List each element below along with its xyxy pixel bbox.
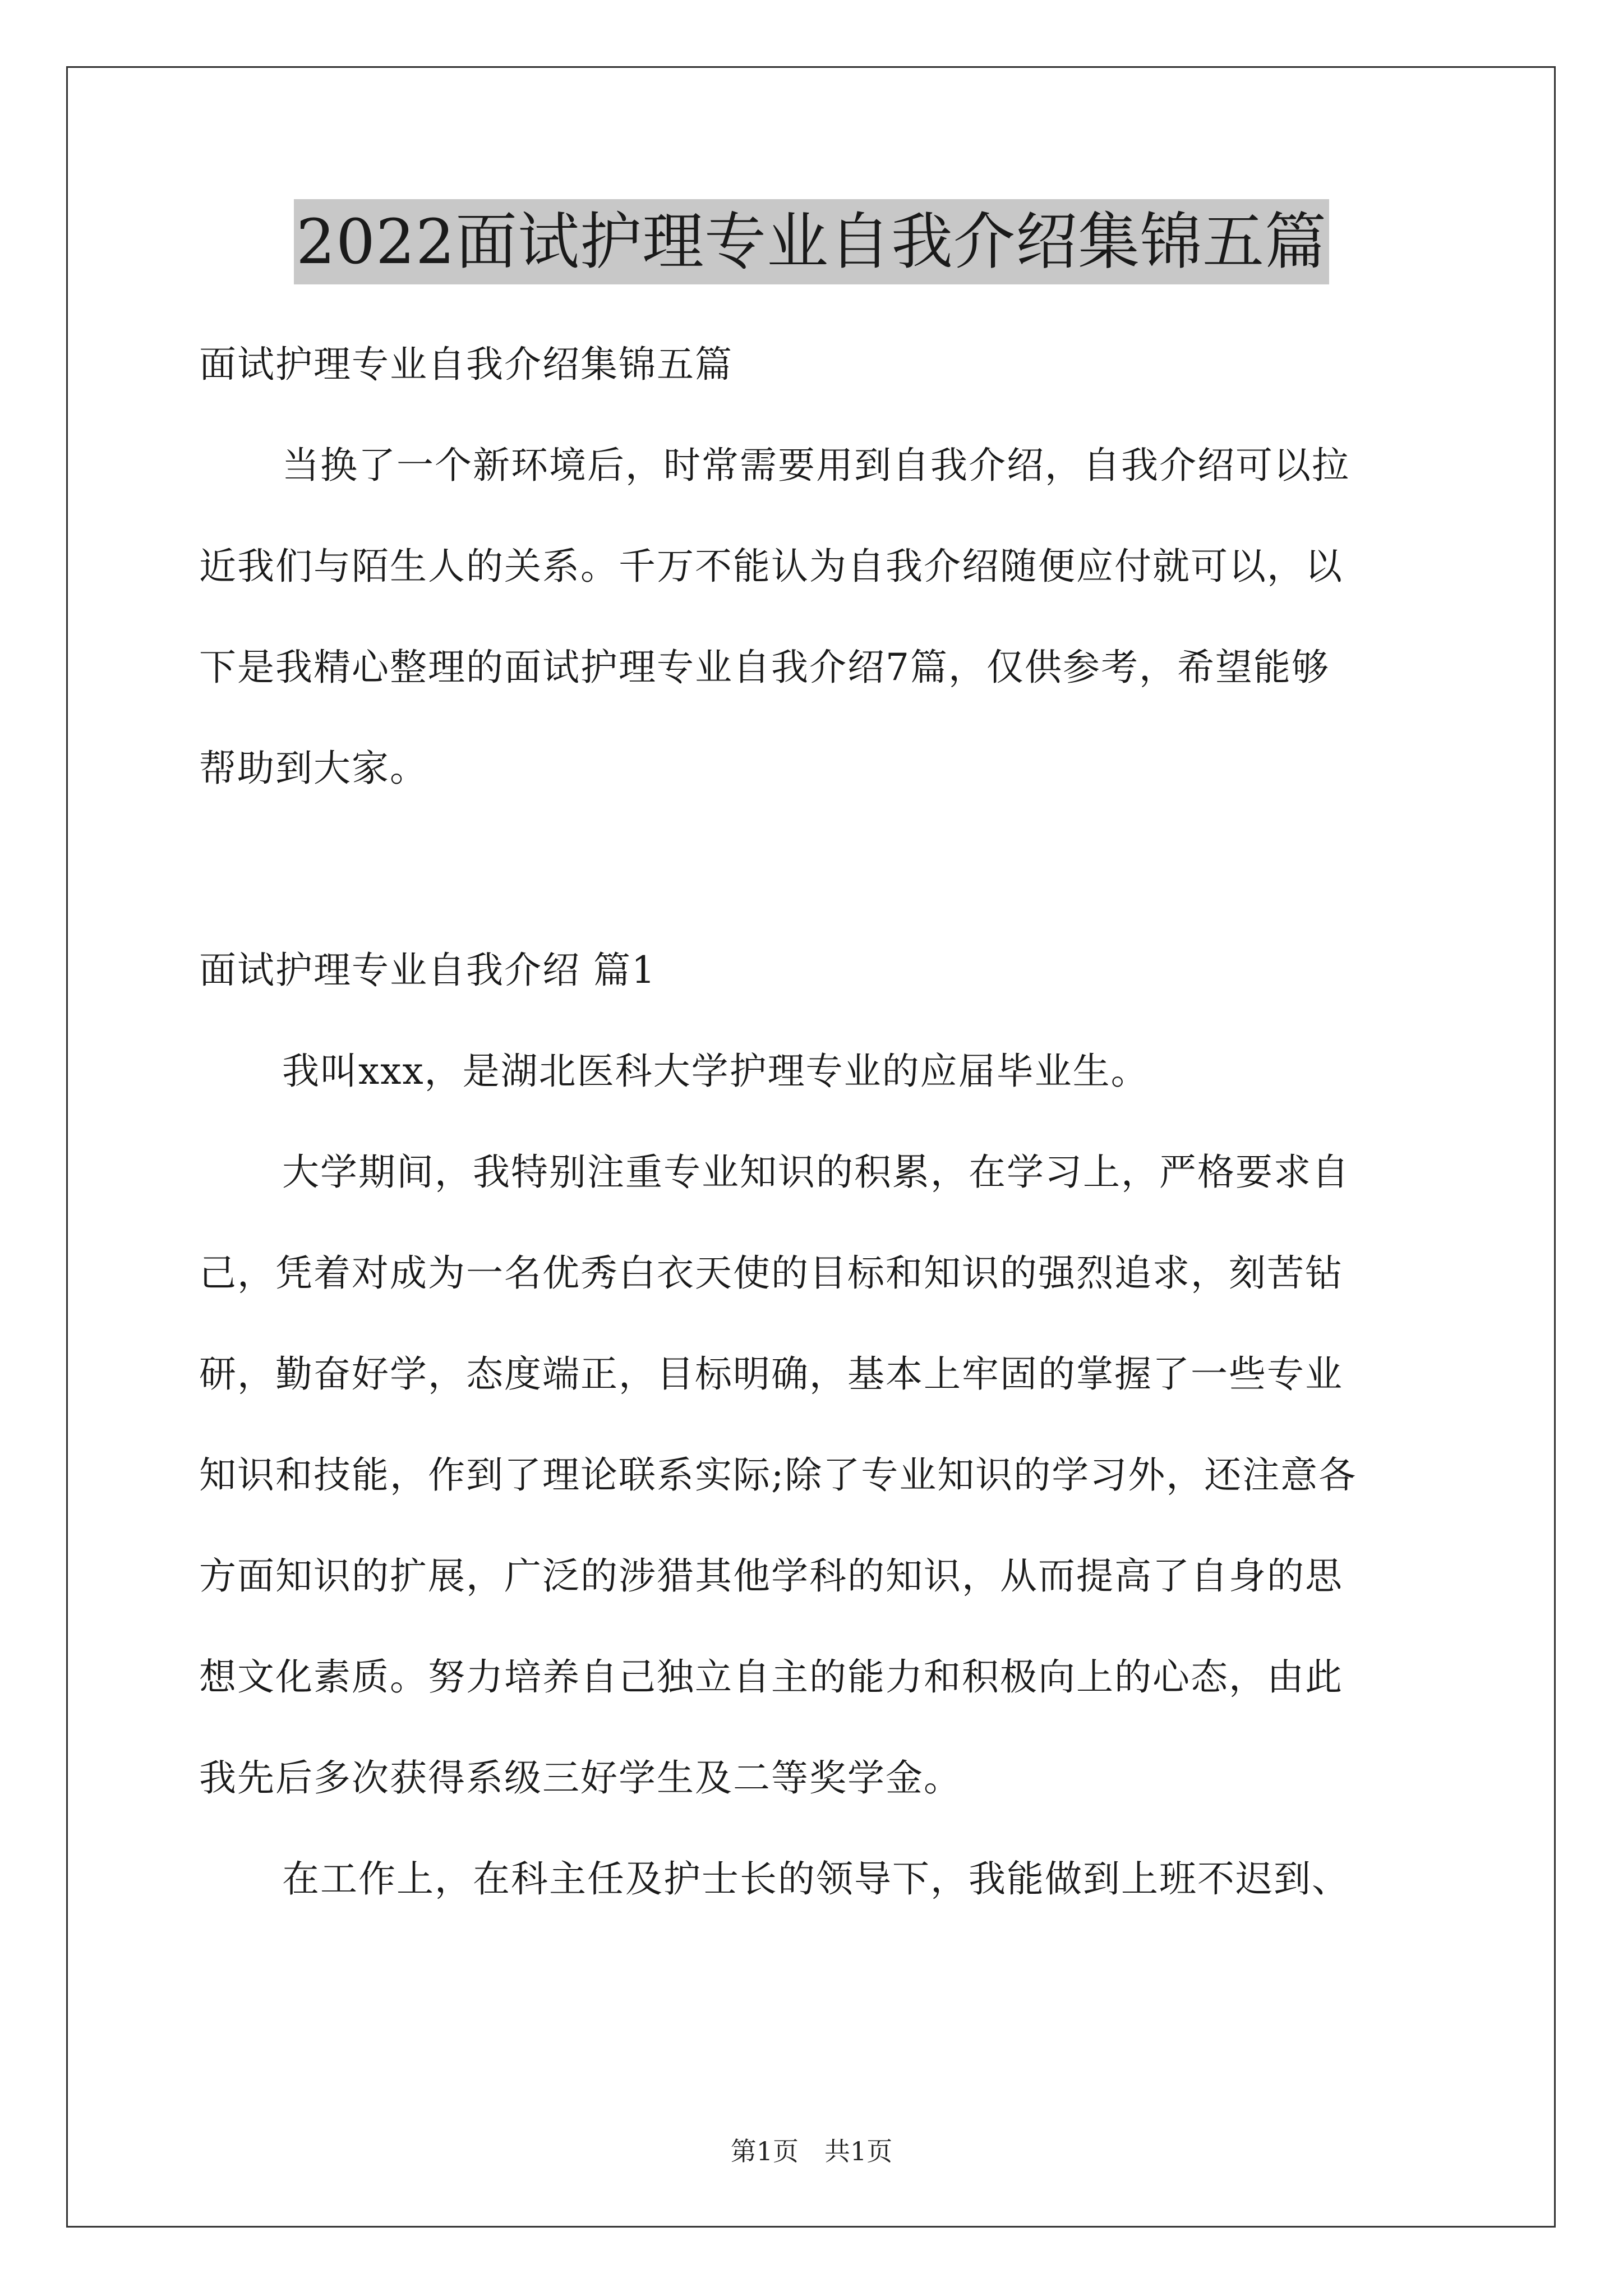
paragraph-line: 研，勤奋好学，态度端正，目标明确，基本上牢固的掌握了一些专业 (199, 1352, 1343, 1396)
document-title: 2022面试护理专业自我介绍集锦五篇 (294, 199, 1329, 284)
page-footer: 第1页 共1页 (730, 2136, 893, 2166)
title-wrap (0, 199, 1623, 284)
paragraph-line: 想文化素质。努力培养自己独立自主的能力和积极向上的心态，由此 (199, 1655, 1343, 1699)
paragraph-line: 近我们与陌生人的关系。千万不能认为自我介绍随便应付就可以，以 (199, 545, 1343, 588)
subtitle-line: 面试护理专业自我介绍集锦五篇 (199, 343, 733, 386)
document-body (199, 314, 1427, 1930)
section-heading: 面试护理专业自我介绍 篇1 (199, 949, 656, 992)
paragraph-line: 大学期间，我特别注重专业知识的积累，在学习上，严格要求自 (282, 1151, 1350, 1194)
paragraph-line: 当换了一个新环境后，时常需要用到自我介绍，自我介绍可以拉 (282, 444, 1350, 487)
paragraph-line: 我叫xxx，是湖北医科大学护理专业的应届毕业生。 (282, 1050, 1149, 1093)
paragraph-line: 帮助到大家。 (199, 747, 428, 790)
paragraph-line: 己，凭着对成为一名优秀白衣天使的目标和知识的强烈追求，刻苦钻 (199, 1251, 1343, 1295)
paragraph-line: 下是我精心整理的面试护理专业自我介绍7篇，仅供参考，希望能够 (199, 646, 1330, 689)
paragraph-line: 方面知识的扩展，广泛的涉猎其他学科的知识，从而提高了自身的思 (199, 1554, 1343, 1598)
spacer (199, 819, 1427, 920)
paragraph-line: 我先后多次获得系级三好学生及二等奖学金。 (199, 1756, 962, 1800)
paragraph-line: 在工作上，在科主任及护士长的领导下，我能做到上班不迟到、 (282, 1857, 1350, 1901)
paragraph-line: 知识和技能，作到了理论联系实际;除了专业知识的学习外，还注意各 (199, 1453, 1357, 1497)
